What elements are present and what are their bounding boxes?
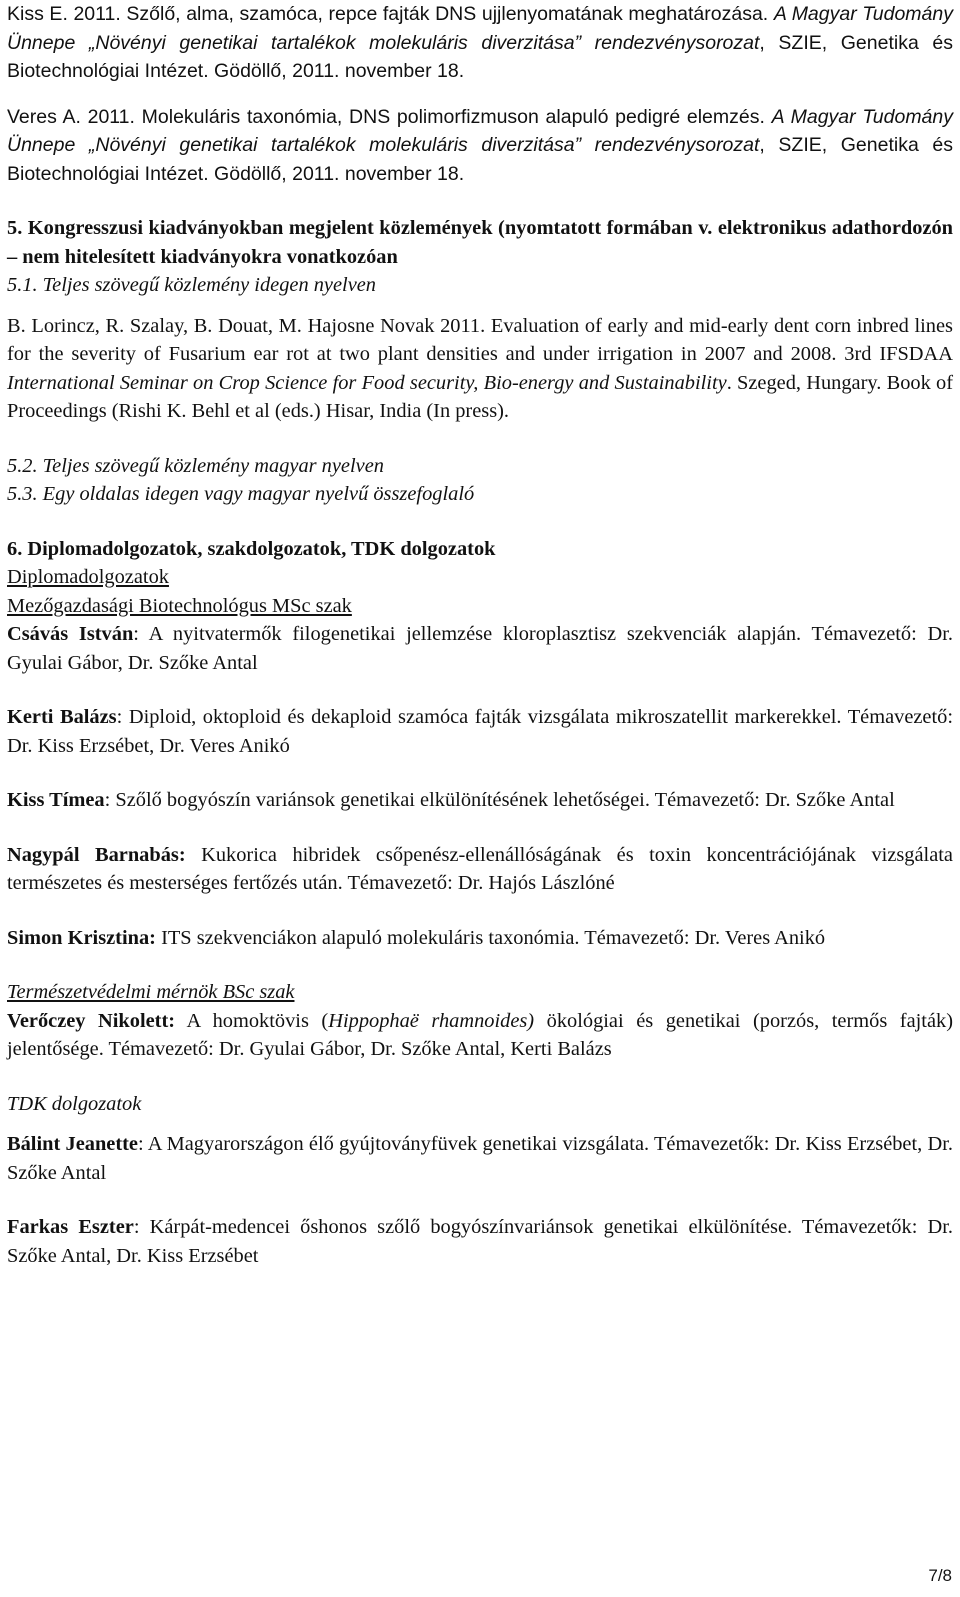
section-5-heading: 5. Kongresszusi kiadványokban megjelent közlemények (nyomtatott formában v. elektronikus adathordozón – nem hitelesített kiadványokra vonatkozóan xyxy=(7,217,953,268)
student-name: Simon Krisztina: xyxy=(7,926,156,949)
student-name: Kerti Balázs xyxy=(7,706,117,728)
student-name: Bálint Jeanette xyxy=(7,1133,138,1155)
bsc-program-heading: Természetvédelmi mérnök BSc szak xyxy=(7,981,295,1003)
reference-rest: , SZIE, Genetika és Biotechnológiai Intézet. Gödöllő, 2011. november 18. xyxy=(7,31,953,82)
thesis-description: : Diploid, oktoploid és dekaploid szamóca fajták vizsgálata mikroszatellit markerekkel. Témavezető: Dr. Kiss Erzsébet, Dr. Veres Anikó xyxy=(7,706,953,757)
thesis-description: A nyitvatermők filogenetikai jellemzése kloroplasztisz szekvenciák alapján. Témavezető: Dr. Gyulai Gábor, Dr. Szőke Antal xyxy=(7,623,953,674)
diploma-theses-heading: Diplomadolgozatok xyxy=(7,566,169,588)
student-name: Csávás István xyxy=(7,623,134,645)
thesis-description: : Szőlő bogyószín variánsok genetikai elkülönítésének lehetőségei. Témavezető: Dr. Szőke Antal xyxy=(104,789,895,811)
entry-separator: : xyxy=(133,623,139,645)
reference-rest: , SZIE, Genetika és Biotechnológiai Intézet. Gödöllő, 2011. november 18. xyxy=(7,134,953,185)
student-name: Nagypál Barnabás: xyxy=(7,843,186,866)
tdk-description: : A Magyarországon élő gyújtoványfüvek genetikai vizsgálata. Témavezetők: Dr. Kiss Erzsébet, Dr. Szőke Antal xyxy=(7,1133,953,1184)
entry-authors-title: B. Lorincz, R. Szalay, B. Douat, M. Hajosne Novak 2011. Evaluation of early and mid-early dent corn inbred lines for the severity of Fusarium ear rot at two plant densities and under irrigation in 2007 and 2008. 3rd IFSDAA xyxy=(7,314,953,365)
reference-event: A Magyar Tudomány Ünnepe „Növényi genetikai tartalékok molekuláris diverzitása” rendezvénysorozat xyxy=(7,105,954,156)
thesis-description-end: ökológiai és genetikai (porzós, termős fajták) jelentősége. Témavezető: Dr. Gyulai Gábor, Dr. Szőke Antal, Kerti Balázs xyxy=(7,1009,954,1060)
entry-publication-details: . Szeged, Hungary. Book of Proceedings (Rishi K. Behl et al (eds.) Hisar, India (In press). xyxy=(7,371,954,422)
reference-lead: Veres A. 2011. Molekuláris taxonómia, DNS polimorfizmuson alapuló pedigré elemzés. xyxy=(7,105,765,128)
student-name: Kiss Tímea xyxy=(7,789,105,811)
thesis-entry xyxy=(7,1007,953,1064)
student-name: Farkas Eszter xyxy=(7,1216,134,1238)
thesis-entry xyxy=(7,703,953,760)
tdk-description: : Kárpát-medencei őshonos szőlő bogyószínvariánsok genetikai elkülönítése. Témavezetők: Dr. Szőke Antal, Dr. Kiss Erzsébet xyxy=(7,1216,954,1267)
reference-lead: Kiss E. 2011. Szőlő, alma, szamóca, repce fajták DNS ujjlenyomatának meghatározása. xyxy=(7,3,769,25)
msc-program-heading: Mezőgazdasági Biotechnológus MSc szak xyxy=(7,594,352,617)
thesis-entry xyxy=(7,786,953,815)
reference-veres-2011 xyxy=(7,103,953,189)
entry-venue: International Seminar on Crop Science for Food security, Bio-energy and Sustainability xyxy=(7,371,727,394)
tdk-entry xyxy=(7,1130,953,1187)
thesis-description-start: A homoktövis ( xyxy=(175,1009,329,1032)
tdk-theses-heading: TDK dolgozatok xyxy=(7,1092,142,1115)
section-6-heading: 6. Diplomadolgozatok, szakdolgozatok, TDK dolgozatok xyxy=(7,537,496,560)
tdk-entry xyxy=(7,1213,953,1270)
document-page xyxy=(7,0,953,1270)
thesis-entry xyxy=(7,924,953,953)
subsection-5-2-heading: 5.2. Teljes szövegű közlemény magyar nyelven xyxy=(7,454,384,477)
reference-event: A Magyar Tudomány Ünnepe „Növényi genetikai tartalékok molekuláris diverzitása” rendezvénysorozat xyxy=(7,3,953,54)
thesis-entry xyxy=(7,620,953,677)
page-number: 7/8 xyxy=(928,1566,952,1585)
thesis-entry xyxy=(7,841,953,898)
student-name: Verőczey Nikolett: xyxy=(7,1009,176,1032)
reference-kiss-2011 xyxy=(7,0,953,86)
conference-paper-entry xyxy=(7,312,953,426)
subsection-5-1-heading: 5.1. Teljes szövegű közlemény idegen nyelven xyxy=(7,274,376,296)
thesis-description: Kukorica hibridek csőpenész-ellenállóságának és toxin koncentrációjának vizsgálata természetes és mesterséges fertőzés után. Témavezető: Dr. Hajós Lászlóné xyxy=(7,843,953,894)
thesis-description: ITS szekvenciákon alapuló molekuláris taxonómia. Témavezető: Dr. Veres Anikó xyxy=(155,926,826,949)
subsection-5-3-heading: 5.3. Egy oldalas idegen vagy magyar nyelvű összefoglaló xyxy=(7,483,475,505)
species-name: Hippophaë rhamnoides) xyxy=(328,1009,535,1032)
